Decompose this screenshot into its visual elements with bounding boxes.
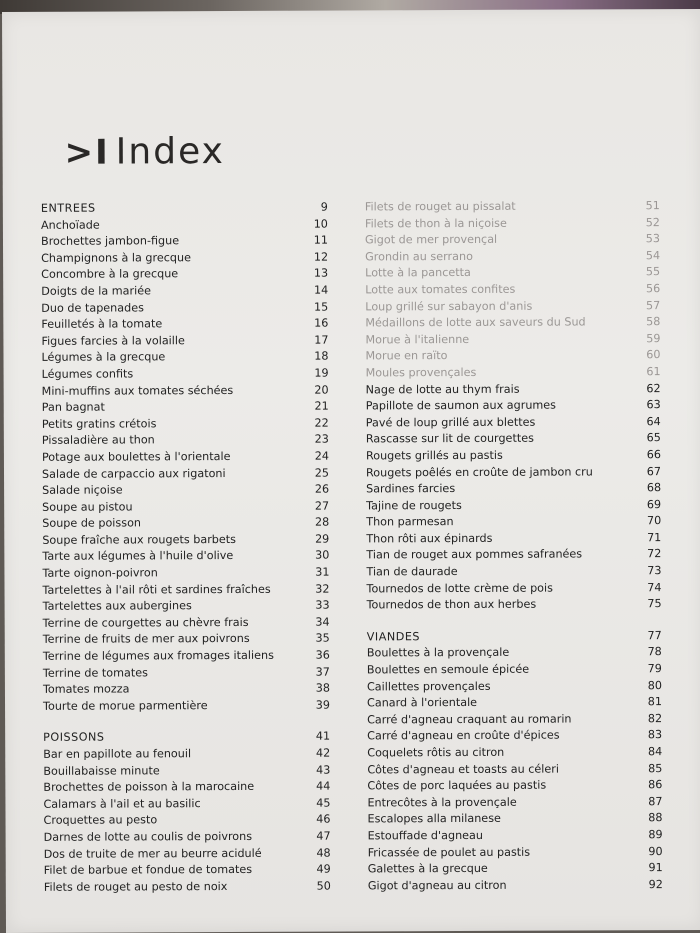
entry-label: POISSONS	[43, 730, 105, 745]
page-number: 55	[645, 265, 661, 279]
entry-label: Filet de barbue et fondue de tomates	[43, 863, 253, 877]
page-number: 64	[646, 414, 661, 428]
index-entry	[368, 861, 668, 879]
index-entry	[41, 300, 341, 318]
index-entry	[42, 582, 342, 600]
page-number: 83	[647, 728, 663, 742]
page-number: 62	[646, 381, 661, 395]
page-number: 79	[647, 662, 662, 676]
entry-label: Moules provençales	[365, 365, 477, 380]
entry-label: ENTREES	[40, 201, 96, 215]
entry-label: Coquelets rôtis au citron	[367, 745, 505, 760]
index-entry	[367, 811, 667, 829]
index-entry	[366, 564, 666, 582]
entry-label: Pavé de loup grillé aux blettes	[365, 415, 536, 430]
entry-label: Tournedos de lotte crème de pois	[366, 581, 553, 596]
index-entry	[43, 796, 343, 814]
index-entry	[43, 682, 343, 700]
page-title	[65, 131, 225, 173]
index-entry	[43, 747, 343, 765]
index-entry	[365, 249, 665, 267]
entry-label: Duo de tapenades	[41, 300, 144, 315]
page-number: 33	[315, 598, 330, 612]
entry-label: Terrine de courgettes au chèvre frais	[42, 615, 249, 630]
entry-label: Thon parmesan	[366, 515, 454, 529]
page-number: 57	[646, 298, 661, 312]
entry-label: Sardines farcies	[366, 482, 456, 496]
entry-label: Soupe fraîche aux rougets barbets	[42, 532, 237, 547]
index-entry	[365, 332, 665, 350]
page-number: 52	[645, 215, 660, 229]
index-entry	[42, 532, 342, 550]
entry-label: Soupe de poisson	[42, 516, 142, 531]
index-section-header	[41, 201, 341, 219]
entry-label: Morue à l'italienne	[365, 332, 470, 347]
entry-label: Côtes de porc laquées au pastis	[367, 778, 547, 793]
page-number: 25	[314, 466, 330, 480]
page-number: 91	[648, 861, 663, 875]
page-number: 69	[646, 497, 662, 511]
index-entry	[367, 795, 667, 813]
entry-label: Tournedos de thon aux herbes	[366, 597, 537, 612]
page-number: 60	[646, 348, 661, 362]
entry-label: Fricassée de poulet au pastis	[367, 845, 531, 859]
page-number: 86	[648, 778, 663, 792]
page-number: 77	[647, 628, 662, 643]
index-entry	[366, 398, 666, 416]
index-entry	[42, 400, 342, 418]
page-number: 19	[314, 366, 329, 380]
index-entry	[41, 250, 341, 268]
page-number: 70	[646, 514, 662, 528]
page-number: 27	[314, 499, 330, 513]
page-number: 11	[313, 233, 329, 247]
page-number: 17	[314, 333, 329, 347]
entry-label: Tarte oignon-poivron	[42, 566, 158, 580]
entry-label: Figues farcies à la volaille	[41, 333, 185, 348]
entry-label: Entrecôtes à la provençale	[367, 795, 517, 810]
entry-label: Lotte à la pancetta	[365, 266, 471, 280]
entry-label: Tian de daurade	[366, 565, 458, 579]
index-entry	[368, 828, 668, 846]
page-number: 23	[314, 432, 329, 446]
page-number: 43	[316, 763, 331, 777]
page-number: 71	[647, 531, 662, 545]
page-number: 34	[315, 615, 330, 629]
page-number: 75	[647, 597, 662, 611]
index-entry	[367, 662, 667, 680]
page-number: 56	[645, 282, 661, 296]
entry-label: Galettes à la grecque	[367, 862, 488, 876]
page-number: 16	[314, 316, 329, 330]
entry-label: Boulettes en semoule épicée	[366, 662, 530, 677]
index-entry	[41, 317, 341, 335]
entry-label: Petits gratins crétois	[41, 417, 157, 431]
index-entry	[366, 431, 666, 449]
page-number: 12	[313, 250, 329, 264]
index-entry	[365, 265, 665, 283]
index-entry	[42, 366, 342, 384]
entry-label: Rougets grillés au pastis	[365, 448, 503, 463]
index-entry	[367, 679, 667, 697]
page-number: 14	[313, 283, 329, 297]
entry-label: Gigot d'agneau au citron	[367, 878, 507, 893]
entry-label: Bar en papillote au fenouil	[43, 747, 192, 761]
entry-label: Carré d'agneau craquant au romarin	[367, 712, 572, 727]
entry-label: VIANDES	[366, 630, 421, 644]
entry-label: Rougets poêlés en croûte de jambon cru	[365, 464, 593, 479]
index-entry	[41, 267, 341, 285]
page-number: 63	[646, 398, 661, 412]
index-entry	[43, 763, 343, 781]
entry-label: Tian de rouget aux pommes safranées	[366, 547, 583, 562]
entry-label: Carré d'agneau en croûte d'épices	[367, 728, 560, 743]
page-number: 37	[315, 665, 330, 679]
page-number: 67	[646, 464, 662, 478]
page-number: 87	[648, 794, 663, 808]
page-number: 82	[647, 711, 663, 726]
page-number: 36	[315, 648, 330, 662]
entry-label: Tarte aux légumes à l'huile d'olive	[42, 549, 234, 564]
page-number: 21	[314, 399, 329, 413]
index-section-header	[43, 730, 343, 748]
page-number: 58	[646, 315, 661, 329]
page-number: 26	[314, 482, 330, 496]
entry-label: Terrine de fruits de mer aux poivrons	[42, 632, 250, 647]
page-number: 41	[315, 729, 331, 744]
index-column-right	[365, 199, 668, 896]
index-entry	[367, 778, 667, 796]
title-text: Index	[115, 131, 225, 173]
index-entry	[42, 383, 342, 401]
entry-label: Gigot de mer provençal	[364, 233, 498, 247]
page-number: 9	[320, 200, 328, 214]
index-entry	[366, 514, 666, 532]
index-entry	[365, 315, 665, 333]
page-number: 24	[314, 449, 329, 463]
page-number: 84	[647, 745, 663, 759]
entry-label: Filets de thon à la niçoise	[364, 216, 507, 231]
entry-label: Thon rôti aux épinards	[366, 531, 493, 546]
entry-label: Doigts de la mariée	[41, 284, 151, 298]
page-number: 13	[313, 266, 329, 281]
entry-label: Lotte aux tomates confites	[365, 282, 516, 297]
entry-label: Médaillons de lotte aux saveurs du Sud	[365, 315, 586, 330]
index-entry	[366, 548, 666, 566]
index-column-left	[41, 201, 344, 898]
index-entry	[42, 416, 342, 434]
page-number: 68	[646, 481, 662, 495]
page-number: 78	[647, 645, 662, 659]
entry-label: Papillote de saumon aux agrumes	[365, 398, 557, 413]
index-entry	[365, 199, 665, 217]
entry-label: Potage aux boulettes à l'orientale	[41, 449, 231, 464]
page-number: 44	[316, 779, 331, 793]
index-entry	[366, 448, 666, 466]
entry-label: Grondin au serrano	[365, 249, 473, 264]
index-entry	[41, 333, 341, 351]
index-entry	[43, 649, 343, 667]
index-entry	[365, 348, 665, 366]
page-number: 35	[315, 632, 330, 646]
index-entry	[42, 466, 342, 484]
entry-label: Salade niçoise	[42, 483, 123, 497]
index-entry	[367, 695, 667, 713]
entry-label: Pissaladière au thon	[41, 433, 155, 448]
index-entry	[44, 846, 344, 864]
index-entry	[42, 499, 342, 517]
entry-label: Tartelettes à l'ail rôti et sardines fraîches	[42, 582, 271, 597]
index-entry	[366, 581, 666, 599]
page-number: 20	[314, 383, 329, 397]
entry-label: Escalopes alla milanese	[367, 812, 501, 826]
entry-label: Brochettes jambon-figue	[40, 234, 180, 249]
chevron-bar-icon: >I	[64, 132, 110, 173]
page-number: 45	[316, 796, 331, 810]
entry-label: Bouillabaisse minute	[43, 763, 160, 778]
entry-label: Tajine de rougets	[366, 498, 462, 513]
entry-label: Darnes de lotte au coulis de poivrons	[43, 829, 253, 844]
entry-label: Tomates mozza	[42, 682, 130, 697]
index-entry	[42, 516, 342, 534]
entry-label: Nage de lotte au thym frais	[365, 382, 520, 396]
page-number: 88	[648, 811, 663, 825]
entry-label: Légumes à la grecque	[41, 350, 166, 365]
page-number: 18	[314, 349, 329, 363]
page-number: 46	[316, 812, 331, 827]
index-entry	[43, 780, 343, 798]
section-gap	[367, 614, 667, 630]
page-number: 61	[646, 365, 661, 379]
index-section-header	[367, 629, 667, 647]
page-number: 15	[314, 300, 329, 314]
entry-label: Croquettes au pesto	[43, 813, 158, 828]
entry-label: Caillettes provençales	[366, 679, 491, 694]
index-entry	[42, 449, 342, 467]
index-entry	[366, 382, 666, 400]
page-number: 31	[315, 565, 330, 579]
index-entry	[41, 234, 341, 252]
page-number: 66	[646, 448, 661, 462]
index-entry	[365, 232, 665, 250]
index-entry	[366, 481, 666, 499]
page-number: 50	[316, 879, 331, 893]
index-entry	[44, 813, 344, 831]
index-entry	[44, 879, 344, 897]
page-number: 81	[647, 695, 663, 709]
index-entry	[366, 465, 666, 483]
entry-label: Terrine de légumes aux fromages italiens	[42, 648, 274, 663]
index-entry	[366, 415, 666, 433]
page-number: 72	[647, 547, 662, 561]
entry-label: Tourte de morue parmentière	[43, 698, 208, 713]
page-number: 73	[647, 564, 662, 578]
index-entry	[44, 863, 344, 881]
index-page	[2, 9, 700, 933]
index-entry	[44, 829, 344, 847]
entry-label: Loup grillé sur sabayon d'anis	[365, 299, 533, 313]
index-entry	[368, 845, 668, 863]
index-entry	[367, 597, 667, 615]
entry-label: Morue en raïto	[365, 349, 448, 363]
index-entry	[42, 549, 342, 567]
index-entry	[42, 566, 342, 584]
section-gap	[43, 715, 343, 731]
entry-label: Concombre à la grecque	[41, 267, 179, 282]
index-entry	[365, 299, 665, 317]
index-entry	[366, 365, 666, 383]
page-number: 74	[647, 580, 662, 594]
index-entry	[43, 599, 343, 617]
entry-label: Dos de truite de mer au beurre acidulé	[43, 846, 262, 861]
page-number: 49	[316, 862, 331, 876]
page-number: 59	[646, 331, 661, 345]
index-entry	[367, 729, 667, 747]
page-number: 48	[316, 846, 331, 860]
entry-label: Boulettes à la provençale	[366, 646, 510, 660]
page-number: 30	[315, 549, 330, 563]
page-number: 53	[645, 232, 661, 246]
page-number: 65	[646, 431, 661, 445]
page-number: 54	[645, 248, 661, 262]
page-number: 89	[648, 828, 663, 842]
entry-label: Filets de rouget au pissalat	[364, 199, 516, 214]
index-entry	[368, 878, 668, 896]
page-number: 39	[315, 698, 331, 712]
entry-label: Anchoïade	[40, 218, 100, 232]
page-number: 80	[647, 678, 662, 692]
page-number: 51	[645, 199, 660, 213]
entry-label: Terrine de tomates	[42, 665, 148, 680]
index-entry	[41, 350, 341, 368]
page-number: 32	[315, 582, 330, 596]
index-entry	[365, 216, 665, 234]
index-entry	[42, 483, 342, 501]
page-number: 90	[648, 844, 663, 858]
entry-label: Champignons à la grecque	[41, 250, 191, 265]
index-entry	[43, 632, 343, 650]
index-entry	[367, 646, 667, 664]
index-entry	[41, 217, 341, 235]
entry-label: Filets de rouget au pesto de noix	[43, 879, 228, 894]
entry-label: Salade de carpaccio aux rigatoni	[41, 466, 226, 481]
entry-label: Canard à l'orientale	[366, 696, 478, 710]
index-entry	[41, 283, 341, 301]
page-number: 38	[315, 681, 330, 695]
page-number: 47	[316, 829, 331, 843]
page-number: 28	[314, 515, 330, 529]
entry-label: Légumes confits	[41, 367, 134, 381]
page-number: 42	[315, 746, 331, 760]
index-entry	[43, 665, 343, 683]
index-entry	[367, 762, 667, 780]
entry-label: Soupe au pistou	[42, 500, 133, 514]
page-number: 10	[313, 217, 328, 231]
page-number: 22	[314, 416, 329, 430]
page-number: 92	[648, 877, 663, 891]
entry-label: Calamars à l'ail et au basilic	[43, 796, 201, 811]
entry-label: Rascasse sur lit de courgettes	[365, 431, 534, 446]
index-entry	[366, 498, 666, 516]
index-entry	[365, 282, 665, 300]
index-entry	[43, 698, 343, 716]
index-entry	[366, 531, 666, 549]
entry-label: Estouffade d'agneau	[367, 828, 484, 843]
entry-label: Tartelettes aux aubergines	[42, 599, 192, 614]
entry-label: Côtes d'agneau et toasts au céleri	[367, 762, 560, 777]
index-entry	[367, 712, 667, 730]
index-entry	[367, 745, 667, 763]
page-number: 85	[648, 761, 663, 775]
index-entry	[43, 615, 343, 633]
entry-label: Pan bagnat	[41, 400, 105, 414]
index-entry	[42, 433, 342, 451]
page-number: 29	[315, 532, 330, 546]
entry-label: Brochettes de poisson à la marocaine	[43, 780, 255, 795]
entry-label: Feuilletés à la tomate	[41, 317, 163, 331]
entry-label: Mini-muffins aux tomates séchées	[41, 383, 234, 398]
